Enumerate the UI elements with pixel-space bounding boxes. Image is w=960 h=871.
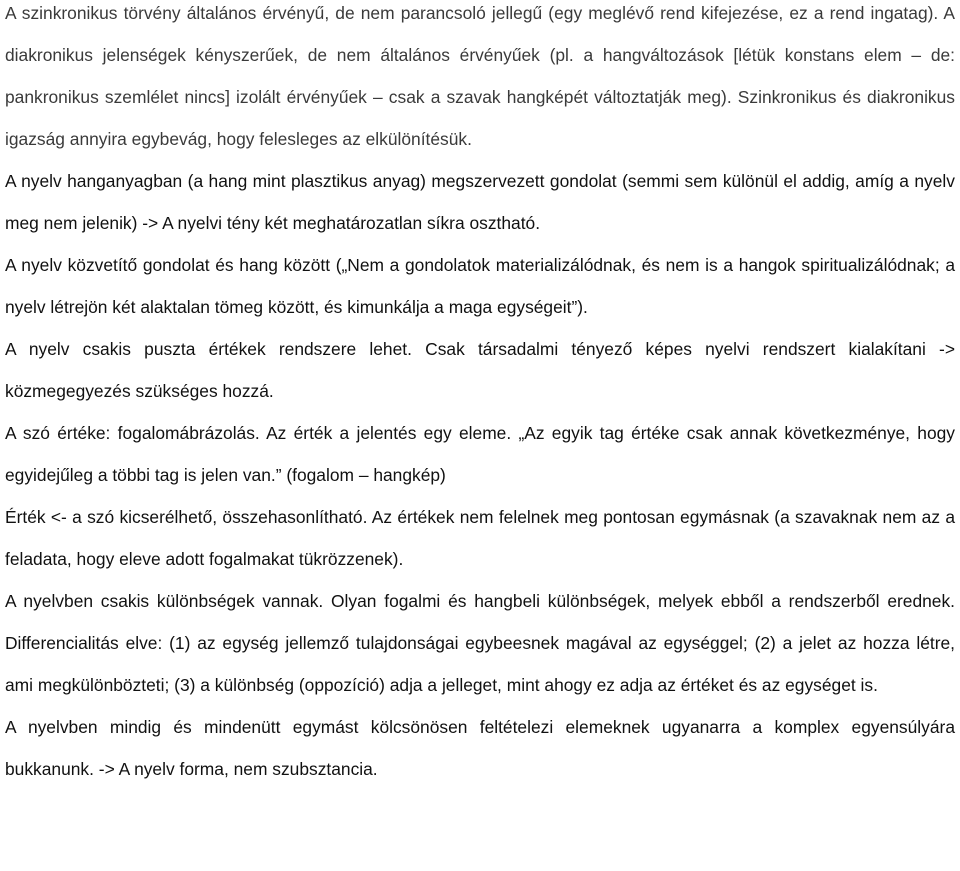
- paragraph-differences: A nyelvben csakis különbségek vannak. Olyan fogalmi és hangbeli különbségek, melyek ebből a rendszerből erednek. Differencialitás elve: (1) az egység jellemző tulajdonságai egybeesnek magával az egységgel; (2) a jelet az hozza létre, ami megkülönbözteti; (3) a különbség (oppozíció) adja a jelleget, mint ahogy ez adja az értéket és az egységet is.: [5, 591, 955, 695]
- paragraph-value-exchange: Érték <- a szó kicserélhető, összehasonlítható. Az értékek nem felelnek meg pontosan egymásnak (a szavaknak nem az a feladata, hogy eleve adott fogalmakat tükrözzenek).: [5, 507, 955, 569]
- paragraph-form-not-substance: A nyelvben mindig és mindenütt egymást kölcsönösen feltételezi elemeknek ugyanarra a komplex egyensúlyára bukkanunk. -> A nyelv forma, nem szubsztancia.: [5, 717, 955, 779]
- paragraph-synchronic-law: A szinkronikus törvény általános érvényű, de nem parancsoló jellegű (egy meglévő rend kifejezése, ez a rend ingatag). A diakronikus jelenségek kényszerűek, de nem általános érvényűek (pl. a hangváltozások [létük konstans elem – de: pankronikus szemlélet nincs] izolált érvényűek – csak a szavak hangképét változtatják meg). Szinkronikus és diakronikus igazság annyira egybevág, hogy felesleges az elkülönítésük.: [5, 3, 955, 149]
- paragraph-value-system: A nyelv csakis puszta értékek rendszere lehet. Csak társadalmi tényező képes nyelvi rendszert kialakítani -> közmegegyezés szükséges hozzá.: [5, 339, 955, 401]
- paragraph-sound-material: A nyelv hanganyagban (a hang mint plasztikus anyag) megszervezett gondolat (semmi sem különül el addig, amíg a nyelv meg nem jelenik) -> A nyelvi tény két meghatározatlan síkra osztható.: [5, 171, 955, 233]
- paragraph-language-mediator: A nyelv közvetítő gondolat és hang között („Nem a gondolatok materializálódnak, és nem is a hangok spiritualizálódnak; a nyelv létrejön két alaktalan tömeg között, és kimunkálja a maga egységeit”).: [5, 255, 955, 317]
- paragraph-word-value: A szó értéke: fogalomábrázolás. Az érték a jelentés egy eleme. „Az egyik tag értéke csak annak következménye, hogy egyidejűleg a többi tag is jelen van.” (fogalom – hangkép): [5, 423, 955, 485]
